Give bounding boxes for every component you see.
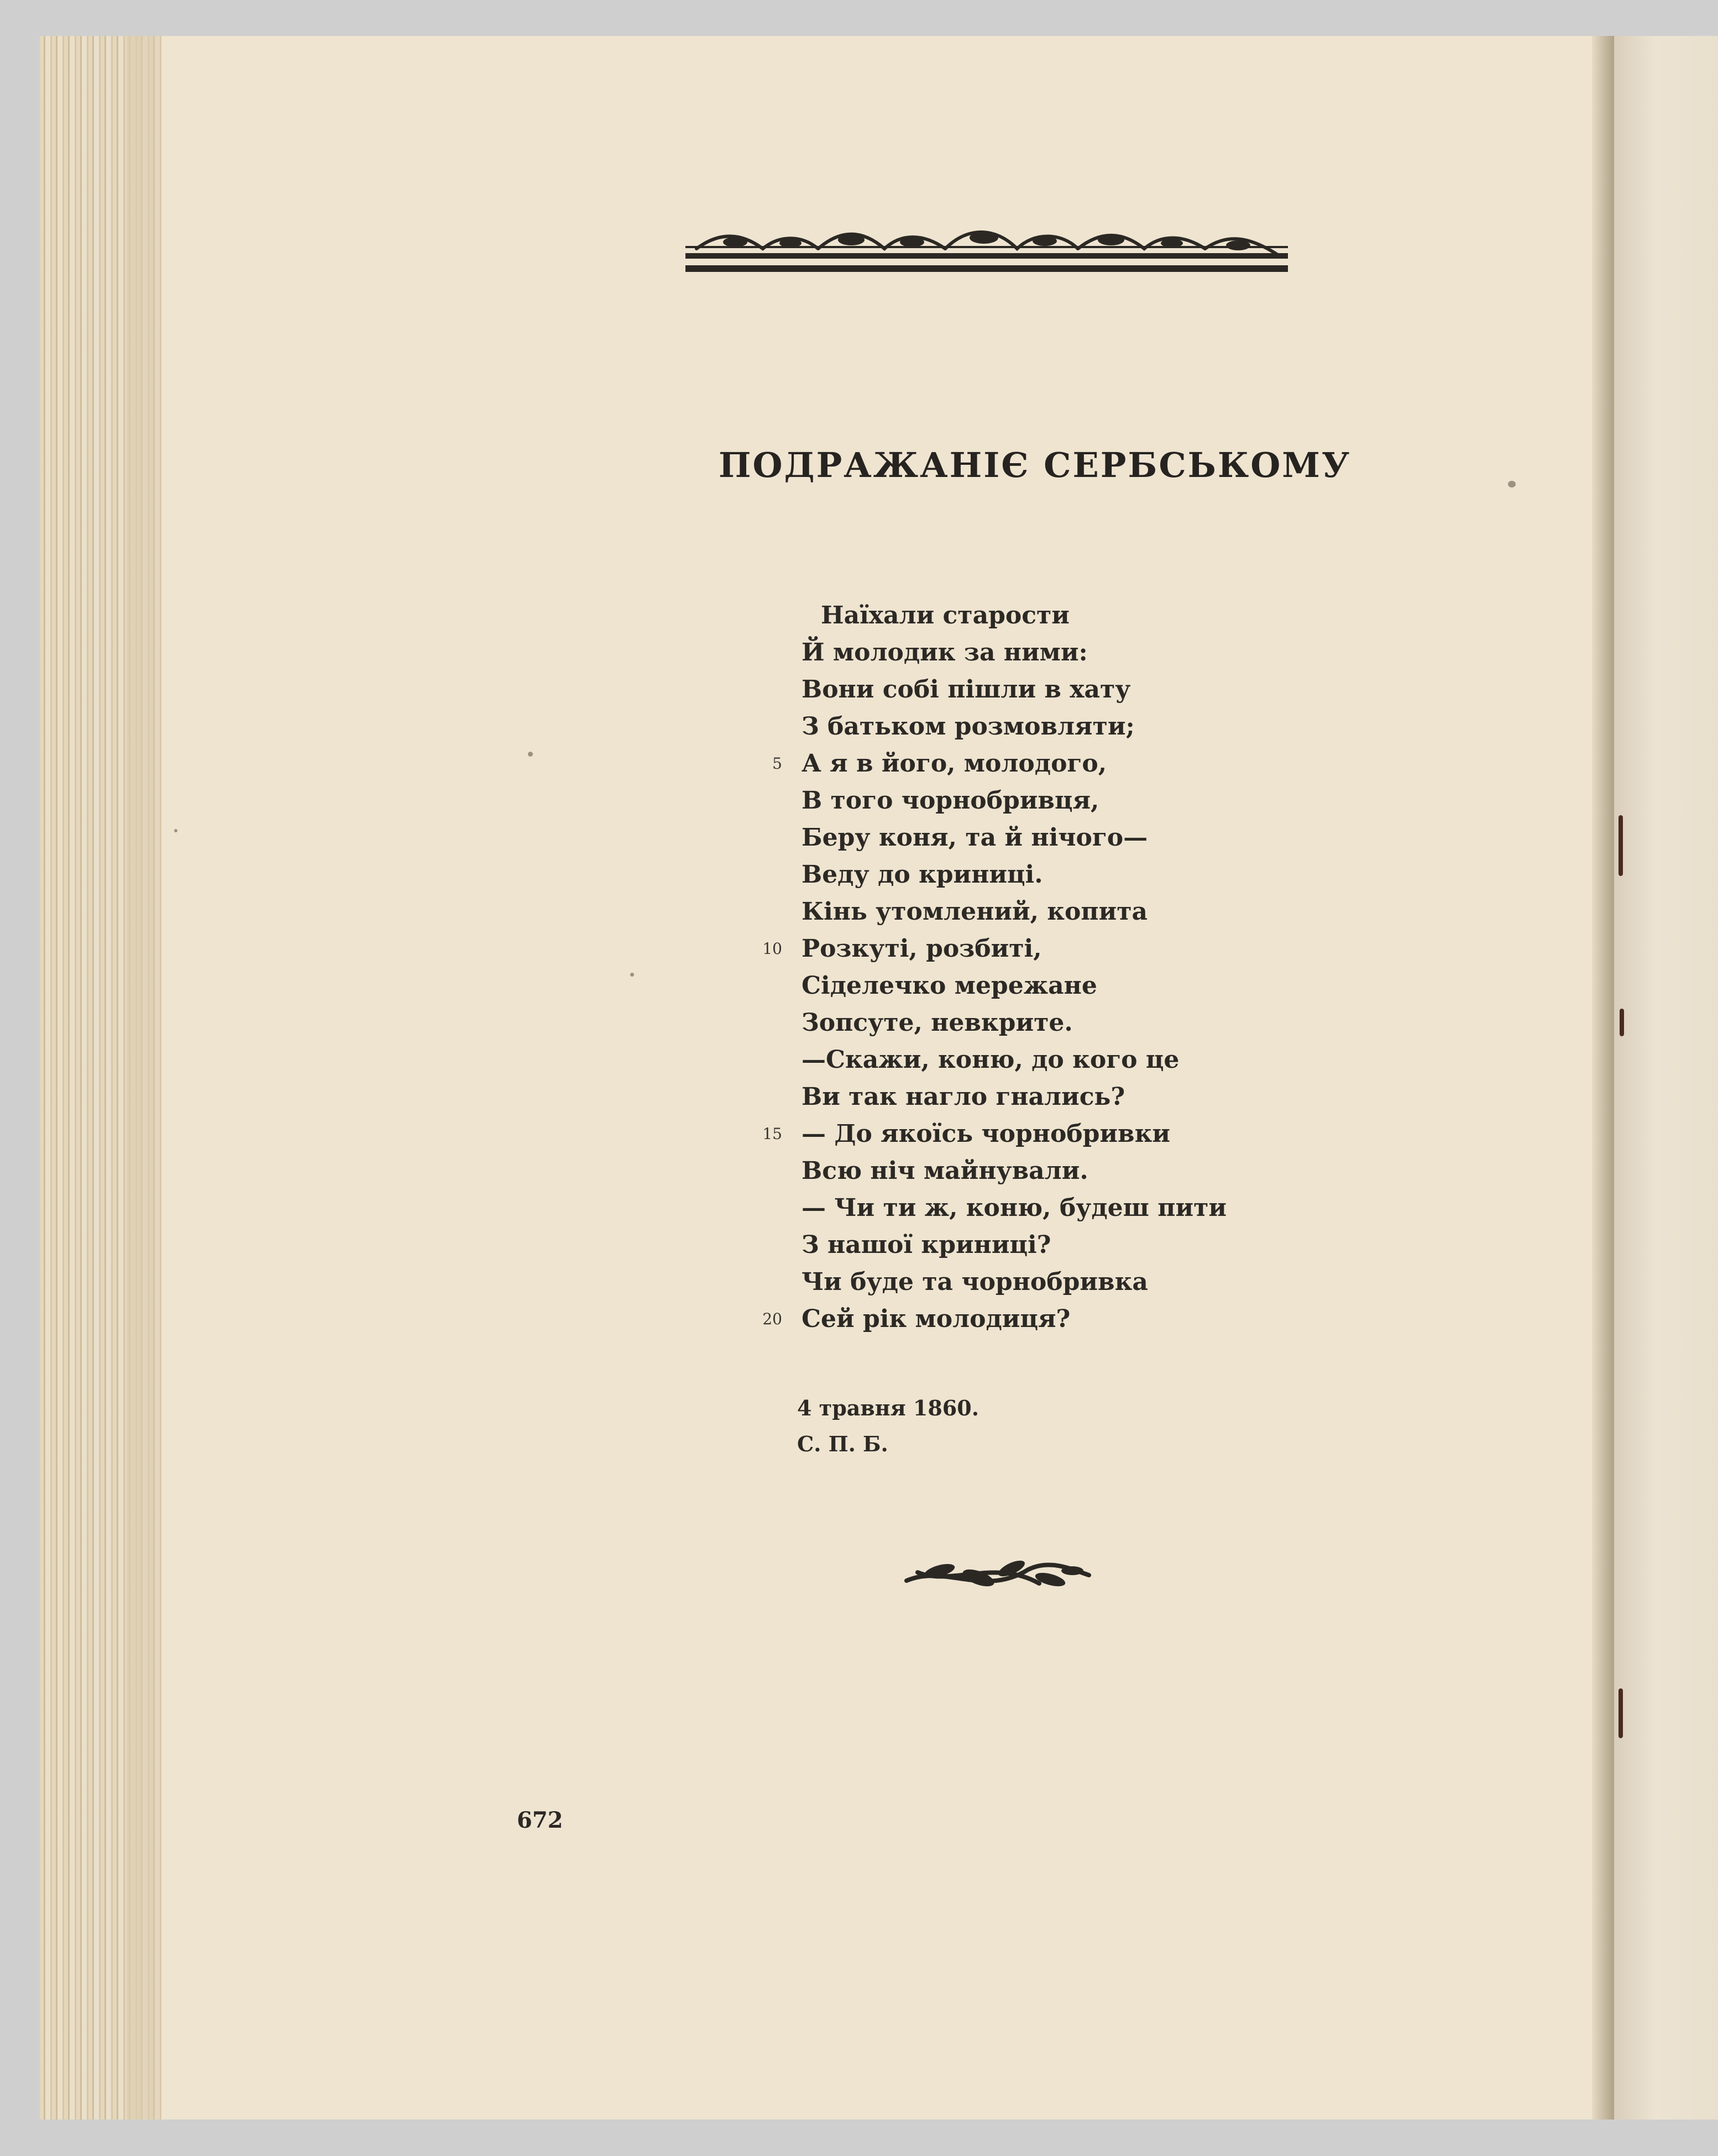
poem-line <box>802 893 1354 930</box>
poem-line-text: — Чи ти ж, коню, будеш пити <box>802 1194 1227 1222</box>
poem-line <box>802 1152 1354 1189</box>
poem-line-text: Зопсуте, невкрите. <box>802 1009 1073 1037</box>
poem-line <box>772 745 1354 782</box>
poem-line <box>762 1115 1354 1152</box>
poem-line-text: Розкуті, розбиті, <box>802 935 1042 963</box>
poem-line-text: —Скажи, коню, до кого це <box>802 1046 1180 1074</box>
poem-line <box>802 708 1354 745</box>
poem-title: ПОДРАЖАНІЄ СЕРБСЬКОМУ <box>719 445 1352 485</box>
paper-speck <box>174 829 177 832</box>
poem-date: 4 травня 1860. <box>797 1396 979 1420</box>
poem-line <box>802 1078 1354 1115</box>
poem-line-text: Всю ніч майнували. <box>802 1157 1088 1185</box>
poem-line <box>802 634 1354 671</box>
poem-line <box>802 856 1354 893</box>
page-stain <box>1619 1688 1623 1738</box>
poem-line-text: А я в його, молодого, <box>802 749 1107 778</box>
poem-line-text: В того чорнобривця, <box>802 786 1099 815</box>
poem-body <box>762 597 1354 1337</box>
poem-line-text: Сей рік молодиця? <box>802 1305 1071 1333</box>
small-floral-ornament <box>901 1548 1094 1603</box>
poem-line-text: Наїхали старости <box>821 601 1070 630</box>
poem-place: С. П. Б. <box>797 1431 888 1456</box>
poem-line-text: Сіделечко мережане <box>802 972 1097 1000</box>
line-number: 20 <box>762 1310 782 1328</box>
poem-line <box>802 1189 1354 1226</box>
poem-line <box>802 1263 1354 1300</box>
page-stain <box>1619 815 1623 876</box>
poem-line-text: Беру коня, та й нічого— <box>802 823 1148 852</box>
poem-line <box>802 1004 1354 1041</box>
poem-line <box>762 930 1354 967</box>
poem-line-text: Веду до криниці. <box>802 861 1043 889</box>
poem-line-text: Вони собі пішли в хату <box>802 675 1131 704</box>
page-number: 672 <box>517 1807 563 1833</box>
poem-line <box>802 819 1354 856</box>
poem-line <box>802 671 1354 708</box>
poem-line <box>802 782 1354 819</box>
paper-speck <box>630 973 634 977</box>
poem-line-text: З батьком розмовляти; <box>802 712 1135 741</box>
poem-line <box>802 597 1354 634</box>
poem-line <box>762 1300 1354 1337</box>
poem-line-text: — До якоїсь чорнобривки <box>802 1120 1171 1148</box>
paper-speck <box>528 752 533 757</box>
paper-speck <box>1508 481 1516 487</box>
poem-line-text: Кінь утомлений, копита <box>802 898 1148 926</box>
right-page-edge <box>1614 36 1718 2120</box>
line-number: 5 <box>772 754 782 773</box>
page-stain <box>1620 1009 1624 1036</box>
floral-band-ornament <box>685 227 1288 276</box>
poem-line-text: Ви так нагло гнались? <box>802 1083 1125 1111</box>
poem-line <box>802 967 1354 1004</box>
poem-line <box>802 1041 1354 1078</box>
poem-line-text: З нашої криниці? <box>802 1231 1051 1259</box>
poem-line-text: Й молодик за ними: <box>802 638 1088 667</box>
line-number: 15 <box>762 1125 782 1143</box>
poem-line <box>802 1226 1354 1263</box>
poem-line-text: Чи буде та чорнобривка <box>802 1268 1148 1296</box>
line-number: 10 <box>762 940 782 958</box>
